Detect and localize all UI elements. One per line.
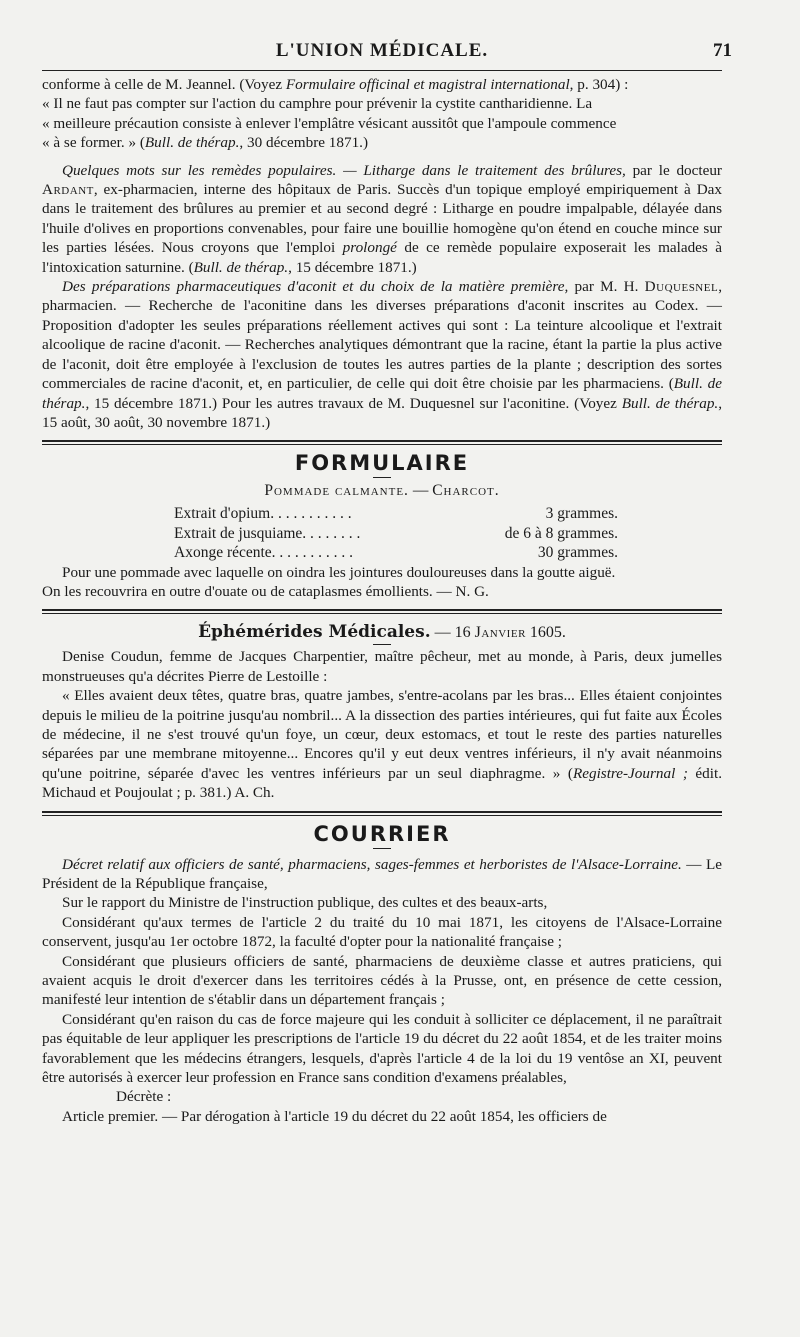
recipe-name: Pommade calmante. (264, 482, 409, 500)
page-header (42, 34, 732, 70)
text-run-italic: prolongé (342, 239, 397, 257)
section-rule (42, 811, 722, 816)
ingredient-row (174, 543, 618, 562)
quote-line: « Il ne faut pas compter sur l'action du camphre pour prévenir la cystite cantharidienne. La (42, 95, 593, 113)
section-rule (42, 440, 722, 445)
quote-line: « meilleure précaution consiste à enlever l'emplâtre vésicant aussitôt que l'ampoule commence (42, 114, 617, 132)
text-run: — 16 (430, 624, 475, 642)
decree-title: Décret relatif aux officiers de santé, pharmaciens, sages-femmes et herboristes de l'Alsace-Lorraine. (62, 855, 682, 873)
jeannel-note (42, 75, 722, 153)
ephemerides-title (42, 622, 722, 642)
ingredient-name: Extrait d'opium. . . . . . . . . . . (174, 505, 352, 523)
text-run: conforme à celle de M. Jeannel. (Voyez (42, 76, 286, 93)
text-run: , ex-pharmacien, interne des hôpitaux de Paris. Succès d'un topique employé empiriquement à Dax dans le traitement des brûlures au premier et au second degré : Litharge en poudre impalpable, délayée dans l'huile d'olives en proportions convenables, pour faire une bouillie homogène qu'on étend en couche mince sur les parties lésées. Nous croyons que l'emploi (42, 181, 722, 257)
running-title: L'UNION MÉDICALE. (275, 40, 489, 61)
ingredients-list (174, 504, 618, 562)
text-run: , 15 décembre 1871.) Pour les autres travaux de M. Duquesnel sur l'aconitine. (Voyez (85, 394, 622, 412)
text-run-italic: Registre-Journal ; (572, 764, 688, 782)
text-run: par le docteur (625, 161, 722, 179)
text-run-italic: Bull. de thérap. (193, 258, 289, 276)
litharge-note (42, 161, 722, 277)
ingredient-row (174, 504, 618, 523)
text-run: , 15 décembre 1871.) (288, 258, 417, 276)
ephemerides-section (42, 622, 722, 802)
aconit-note (42, 277, 722, 432)
text-run: , 30 décembre 1871.) (239, 134, 369, 152)
ephemerides-year: 1605. (525, 624, 566, 642)
text-run: édit. Michaud et Poujoulat ; p. 381.) A. Ch. (42, 764, 722, 802)
paragraph: Considérant que plusieurs officiers de santé, pharmaciens de deuxième classe et autres praticiens, qui avaient acquis le droit d'exercer dans les territoires cédés à la Prusse, ont, en présence de cette cession, manifesté leur intention de s'établir dans un département français ; (42, 952, 722, 1009)
ingredient-row (174, 524, 618, 543)
paragraph: Décrète : (116, 1088, 172, 1106)
text-run: , pharmacien. — Recherche de l'aconitine dans les diverses préparations d'aconit inscrites au Codex. — Proposition d'adopter les seules préparations réellement actives qui sont : La teinture alcoolique et l'extrait alcoolique de racine d'aconit. — Recherches analytiques démontrant que la racine, étant la partie la plus active de l'aconit, doit être employée à l'exclusion de toutes les autres parties de la plante ; description des sortes commerciales de racine d'aconit, et, en particulier, de celle qui doit être choisie par les pharmaciens. ( (42, 278, 722, 393)
text-run: « à se former. » ( (42, 134, 145, 152)
article-title: Quelques mots sur les remèdes populaires. — Litharge dans le traitement des brûlures, (62, 161, 626, 179)
text-run: — (408, 482, 433, 500)
page-number: 71 (713, 40, 732, 61)
instructions-line: On les recouvrira en outre d'ouate ou de cataplasmes émollients. — N. G. (42, 582, 489, 600)
ephemerides-heading: Éphémérides Médicales. (198, 622, 431, 643)
ingredient-name: Extrait de jusquiame. . . . . . . . (174, 524, 361, 542)
recipe-title (42, 482, 722, 500)
ingredient-name: Axonge récente. . . . . . . . . . . (174, 544, 354, 562)
ingredient-qty: 3 grammes. (545, 505, 618, 523)
author-name: Duquesnel (644, 278, 719, 296)
title-dash (373, 848, 391, 849)
text-run-italic: Bull. de thérap. (42, 375, 722, 412)
text-run: , p. 304) : (569, 76, 629, 93)
section-title-courrier: COURRIER (313, 821, 451, 846)
ephemerides-month: Janvier (474, 624, 526, 642)
instructions-line: Pour une pommade avec laquelle on oindra les jointures douloureuses dans la goutte aiguë. (62, 563, 616, 581)
text-run: de ce remède populaire exposerait les malades à l'intoxication saturnine. ( (42, 239, 722, 276)
ingredient-qty: de 6 à 8 grammes. (504, 524, 618, 542)
courrier-section (42, 822, 722, 1127)
recipe-author: Charcot. (432, 482, 500, 500)
text-run: « Elles avaient deux têtes, quatre bras, quatre jambes, s'entre-acolans par les bras... Elles étaient conjointes depuis le milieu de la poitrine jusqu'au nombril... A la dissection des parties intérieures, qui fut faite aux Écoles de médecine, il ne s'est trouvé qu'un foye, un cœur, deux estomacs, et tout le reste des parties naturelles séparées par une membrane mitoyenne... Encores qu'il y eut deux ventres inférieurs, il n'y avait néanmoins qu'une poitrine, séparée d'avec les ventres inférieurs par un seul diaphragme. » ( (42, 687, 722, 782)
paragraph: Considérant qu'aux termes de l'article 2 du traité du 10 mai 1871, les citoyens de l'Alsace-Lorraine conservent, jusqu'au 1er octobre 1872, la faculté d'opter pour la nationalité française ; (42, 913, 722, 951)
text-run-italic: Bull. de thérap. (144, 134, 240, 152)
section-rule (42, 609, 722, 614)
formulaire-section (42, 451, 722, 601)
title-dash (373, 477, 391, 478)
text-run-italic: Bull. de thérap. (621, 394, 719, 412)
text-run: par M. H. (568, 278, 645, 296)
section-title-formulaire: FORMULAIRE (294, 451, 470, 476)
article-title: Des préparations pharmaceutiques d'aconit et du choix de la matière première, (62, 278, 569, 296)
paragraph: Denise Coudun, femme de Jacques Charpentier, maître pêcheur, met au monde, à Paris, deux jumelles monstrueuses qu'a décrites Pierre de Lestoille : (42, 648, 722, 685)
paragraph: Considérant qu'en raison du cas de force majeure qui les conduit à solliciter ce déplacement, il ne paraîtrait pas équitable de leur appliquer les prescriptions de l'article 19 du décret du 22 août 1854, et de les traiter moins favorablement que les médecins étrangers, lesquels, d'après l'article 4 de la loi du 19 ventôse an XI, peuvent être autorisés à exercer leur profession en France sans condition d'examens préalables, (42, 1010, 722, 1087)
text-run: — Le Président de la République française, (42, 855, 722, 892)
paragraph: Article premier. — Par dérogation à l'article 19 du décret du 22 août 1854, les officiers de (62, 1107, 607, 1125)
paragraph: Sur le rapport du Ministre de l'instruction publique, des cultes et des beaux-arts, (62, 894, 548, 912)
ingredient-qty: 30 grammes. (537, 544, 618, 562)
text-run-italic: Formulaire officinal et magistral international (285, 76, 570, 93)
title-dash (373, 644, 391, 645)
text-run: , 15 août, 30 août, 30 novembre 1871.) (42, 394, 723, 431)
author-name: Ardant (42, 181, 94, 199)
